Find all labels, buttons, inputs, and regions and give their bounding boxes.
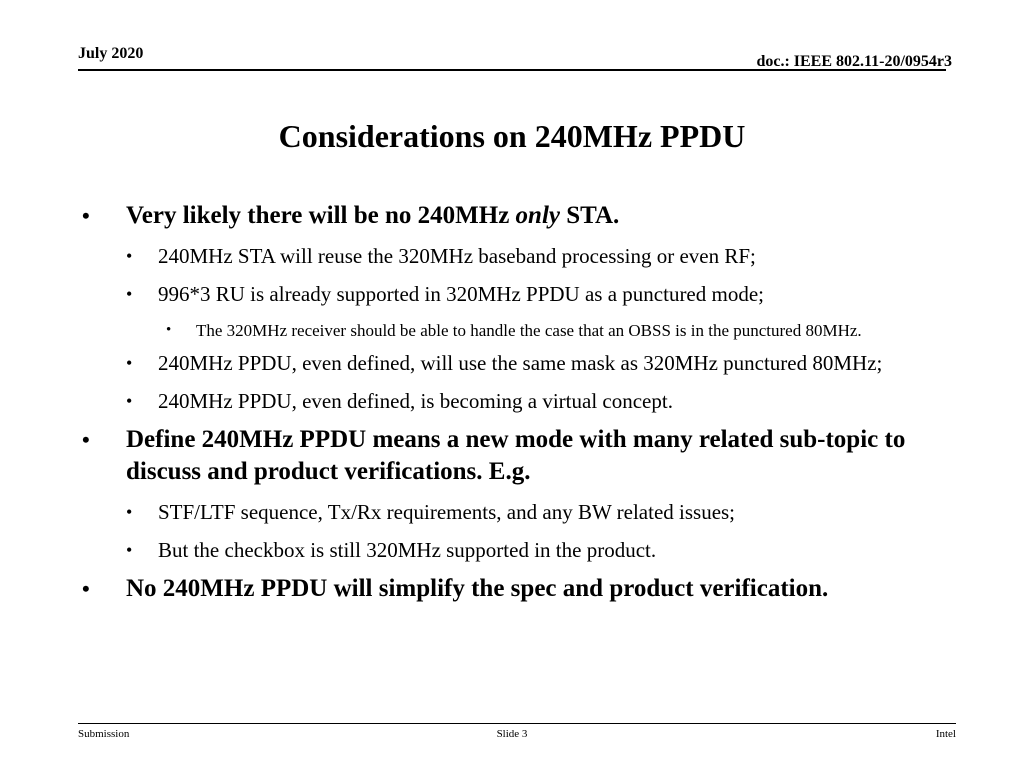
bullet-text-suffix: STA. (560, 202, 620, 229)
header-divider (78, 69, 946, 71)
bullet-text: But the checkbox is still 320MHz supported in the product. (158, 538, 657, 562)
bullet-level3-item (166, 317, 942, 344)
bullet-glyph: • (126, 540, 133, 560)
bullet-level1-item (82, 573, 942, 605)
footer-divider (78, 723, 956, 724)
bullet-glyph: • (82, 203, 90, 228)
slide-title: Considerations on 240MHz PPDU (278, 118, 746, 154)
bullet-list (82, 200, 942, 614)
bullet-glyph: • (82, 576, 90, 601)
bullet-text: 240MHz PPDU, even defined, is becoming a virtual concept. (158, 389, 673, 413)
bullet-glyph: • (126, 391, 133, 411)
bullet-level2-item (126, 497, 942, 527)
bullet-level1-item (82, 424, 942, 488)
bullet-level2-item (126, 535, 942, 565)
bullet-level2-item (126, 386, 942, 416)
bullet-text: 240MHz PPDU, even defined, will use the same mask as 320MHz punctured 80MHz; (158, 351, 883, 375)
bullet-text: The 320MHz receiver should be able to handle the case that an OBSS is in the punctured 80MHz. (196, 321, 862, 340)
header-date: July 2020 (78, 45, 144, 62)
bullet-level2-item (126, 241, 942, 271)
bullet-level2-item (126, 279, 942, 309)
bullet-glyph: • (126, 284, 133, 304)
bullet-text: STF/LTF sequence, Tx/Rx requirements, and any BW related issues; (158, 500, 736, 524)
bullet-text: No 240MHz PPDU will simplify the spec and product verification. (126, 575, 829, 602)
footer-submission: Submission (78, 728, 130, 740)
bullet-level1-item (82, 200, 942, 232)
bullet-text: 996*3 RU is already supported in 320MHz PPDU as a punctured mode; (158, 282, 764, 306)
bullet-text: 240MHz STA will reuse the 320MHz baseband processing or even RF; (158, 244, 756, 268)
bullet-glyph: • (126, 246, 133, 266)
bullet-text: Define 240MHz PPDU means a new mode with many related sub-topic to discuss and product verifications. E.g. (126, 426, 906, 485)
bullet-text-prefix: Very likely there will be no 240MHz (126, 202, 516, 229)
header-doc-id: doc.: IEEE 802.11-20/0954r3 (756, 53, 952, 70)
bullet-level2-item (126, 348, 942, 378)
footer-company: Intel (935, 728, 956, 740)
footer-slide-number: Slide 3 (496, 728, 528, 740)
bullet-glyph: • (126, 353, 133, 373)
bullet-text-emphasis: only (515, 202, 560, 229)
bullet-glyph: • (126, 502, 133, 522)
bullet-glyph: • (82, 427, 90, 452)
bullet-glyph: • (166, 322, 172, 338)
